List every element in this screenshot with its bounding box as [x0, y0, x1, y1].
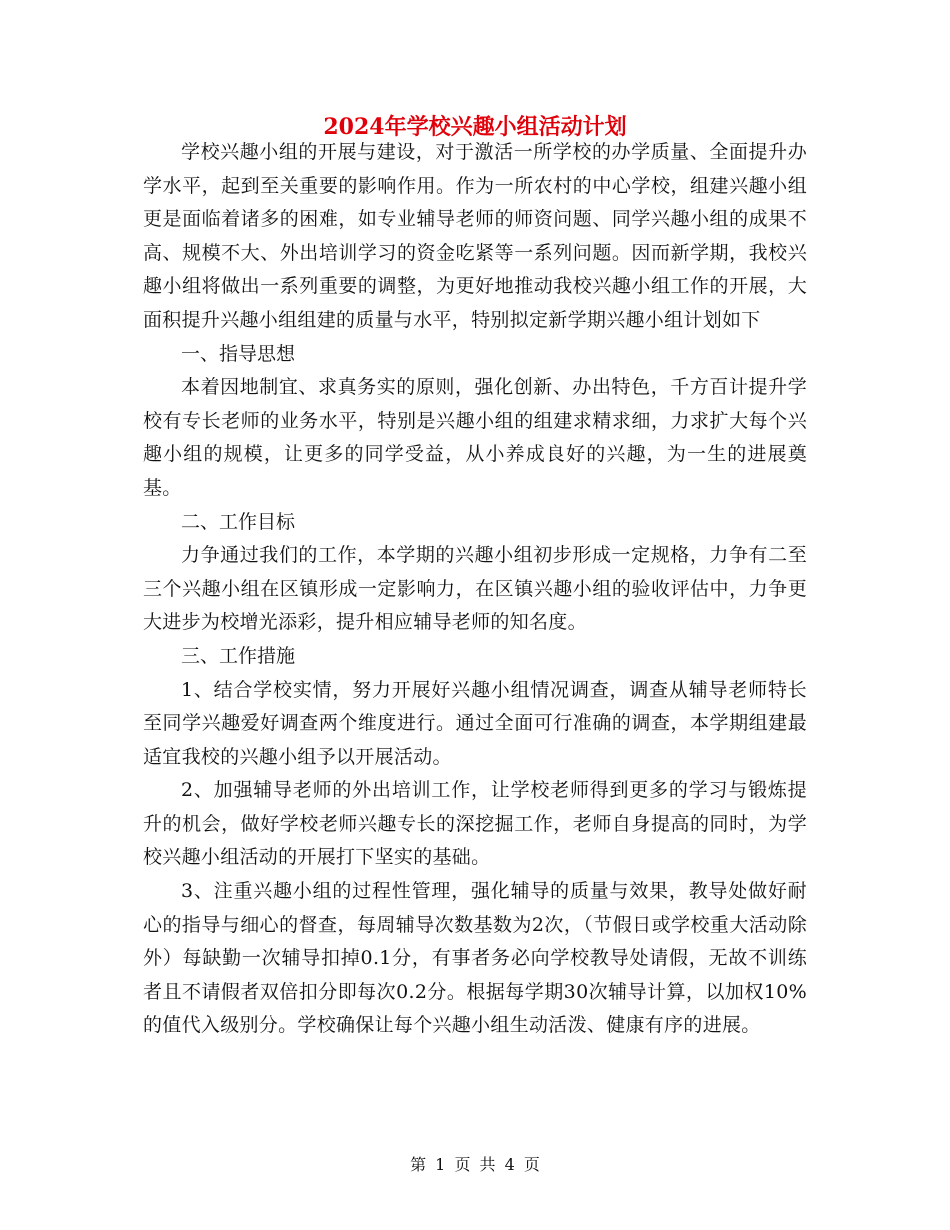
page-number-footer: 第 1 页 共 4 页 [410, 1155, 540, 1174]
measure-item-1: 1、结合学校实情，努力开展好兴趣小组情况调查，调查从辅导老师特长至同学兴趣爱好调查两个维度进行。通过全面可行准确的调查，本学期组建最适宜我校的兴趣小组予以开展活动。 [143, 678, 807, 768]
document-body [143, 136, 807, 1043]
measure-item-2: 2、加强辅导老师的外出培训工作，让学校老师得到更多的学习与锻炼提升的机会，做好学校老师兴趣专长的深挖掘工作，老师自身提高的同时，为学校兴趣小组活动的开展打下坚实的基础。 [143, 779, 807, 869]
measure-item-3: 3、注重兴趣小组的过程性管理，强化辅导的质量与效果，教导处做好耐心的指导与细心的督查，每周辅导次数基数为2次，（节假日或学校重大活动除外）每缺勤一次辅导扣掉0.1分，有事者务必向学校教导处请假，无故不训练者且不请假者双倍扣分即每次0.2分。根据每学期30次辅导计算，以加权10%的值代入级别分。学校确保让每个兴趣小组生动活泼、健康有序的进展。 [143, 880, 807, 1037]
intro-paragraph: 学校兴趣小组的开展与建设，对于激活一所学校的办学质量、全面提升办学水平，起到至关重要的影响作用。作为一所农村的中心学校，组建兴趣小组更是面临着诸多的困难，如专业辅导老师的师资问题、同学兴趣小组的成果不高、规模不大、外出培训学习的资金吃紧等一系列问题。因而新学期，我校兴趣小组将做出一系列重要的调整，为更好地推动我校兴趣小组工作的开展，大面积提升兴趣小组组建的质量与水平，特别拟定新学期兴趣小组计划如下 [143, 141, 807, 331]
document-title: 2024年学校兴趣小组活动计划 [323, 114, 627, 140]
guiding-thought-paragraph: 本着因地制宜、求真务实的原则，强化创新、办出特色，千方百计提升学校有专长老师的业务水平，特别是兴趣小组的组建求精求细，力求扩大每个兴趣小组的规模，让更多的同学受益，从小养成良好的兴趣，为一生的进展奠基。 [143, 376, 807, 499]
section-heading-work-goals: 二、工作目标 [181, 510, 296, 533]
work-goals-paragraph: 力争通过我们的工作，本学期的兴趣小组初步形成一定规格，力争有二至三个兴趣小组在区镇形成一定影响力，在区镇兴趣小组的验收评估中，力争更大进步为校增光添彩，提升相应辅导老师的知名度。 [143, 544, 807, 634]
section-heading-work-measures: 三、工作措施 [181, 644, 296, 667]
section-heading-guiding-thought: 一、指导思想 [181, 342, 296, 365]
